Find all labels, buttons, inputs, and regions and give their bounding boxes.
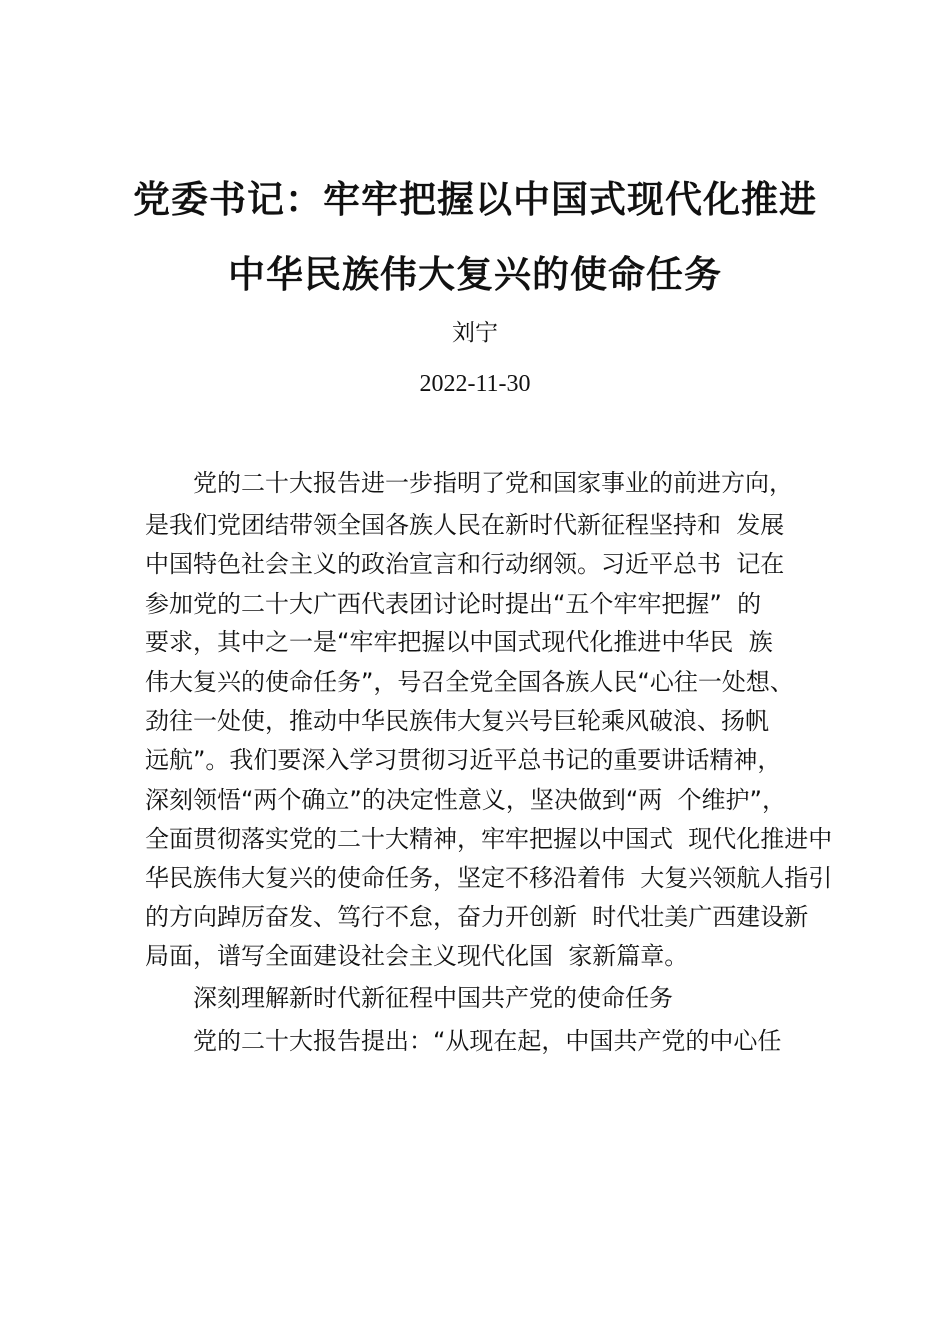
body-line: 是我们党团结带领全国各族人民在新时代新征程坚持和 发展 xyxy=(145,511,785,539)
body-line: 深刻领悟“两个确立”的决定性意义，坚决做到“两 个维护”， xyxy=(145,786,786,814)
body-line: 党的二十大报告进一步指明了党和国家事业的前进方向， xyxy=(193,469,793,497)
body-line: 劲往一处使，推动中华民族伟大复兴号巨轮乘风破浪、扬帆 xyxy=(145,707,769,735)
body-line: 局面，谱写全面建设社会主义现代化国 家新篇章。 xyxy=(145,942,689,970)
body-line: 全面贯彻落实党的二十大精神，牢牢把握以中国式 现代化推进中 xyxy=(145,825,833,853)
body-line: 参加党的二十大广西代表团讨论时提出“五个牢牢把握” 的 xyxy=(145,590,762,618)
body-line: 党的二十大报告提出：“从现在起，中国共产党的中心任 xyxy=(193,1027,782,1055)
document-title-line-1: 党委书记：牢牢把握以中国式现代化推进 xyxy=(133,178,817,221)
publish-date: 2022-11-30 xyxy=(419,371,531,397)
body-line: 远航”。我们要深入学习贯彻习近平总书记的重要讲话精神， xyxy=(145,746,782,774)
document-title-line-2: 中华民族伟大复兴的使命任务 xyxy=(228,253,722,296)
body-line: 伟大复兴的使命任务”，号召全党全国各族人民“心往一处想、 xyxy=(145,668,794,696)
section-heading: 深刻理解新时代新征程中国共产党的使命任务 xyxy=(193,984,673,1012)
body-line: 的方向踔厉奋发、笃行不怠，奋力开创新 时代壮美广西建设新 xyxy=(145,903,809,931)
body-line: 要求，其中之一是“牢牢把握以中国式现代化推进中华民 族 xyxy=(145,628,773,656)
body-line: 中国特色社会主义的政治宣言和行动纲领。习近平总书 记在 xyxy=(145,550,785,578)
author-name: 刘宁 xyxy=(452,320,498,346)
body-line: 华民族伟大复兴的使命任务，坚定不移沿着伟 大复兴领航人指引 xyxy=(145,864,833,892)
